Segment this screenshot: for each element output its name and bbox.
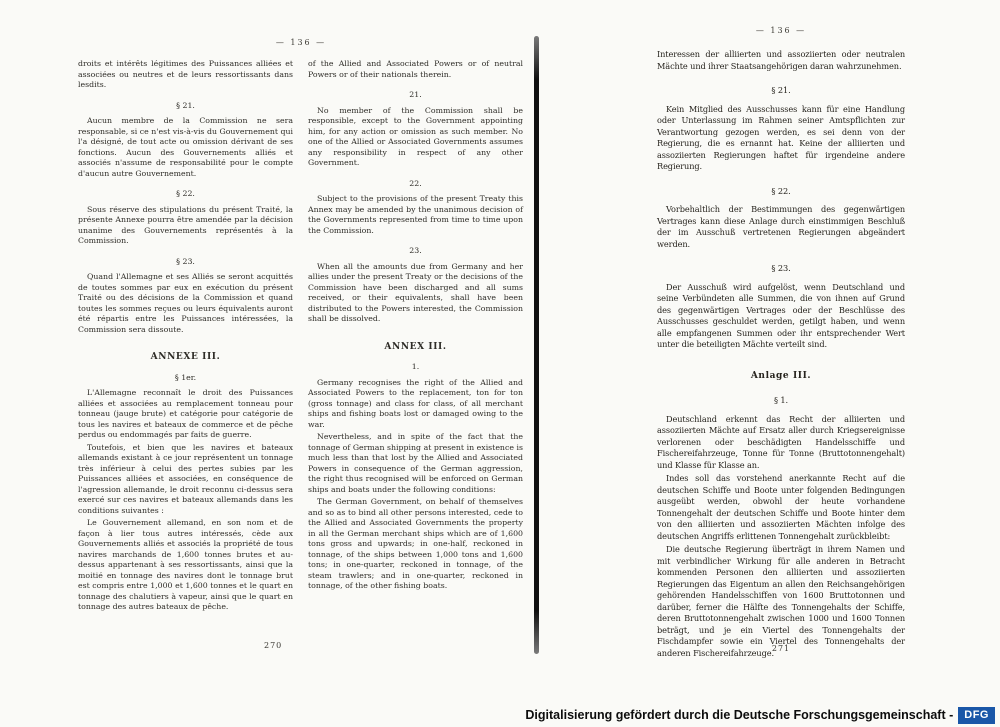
paragraph: Sous réserve des stipulations du présent Traité, la présente Annexe pourra être amendée par la décision unanime des Gouvernements représentés à la Commission. (78, 204, 293, 245)
paragraph: Quand l'Allemagne et ses Alliés se seront acquittés de toutes sommes par eux en exécution du présent Traité ou des décisions de la Commission et quand toutes les sommes reçues ou leurs équivalents auront été répartis entre les Puissances intéressées, la Commission sera dissoute. (78, 272, 293, 334)
paragraph-continuation: droits et intérêts légitimes des Puissances alliées et associées ou neutres et de leurs ressortissants dans lesdits. (78, 59, 293, 89)
column-french (78, 59, 293, 615)
annex-heading: Anlage III. (750, 370, 812, 381)
page-right (545, 22, 955, 666)
column-german (657, 49, 905, 659)
column-english (308, 59, 523, 615)
page-header-left: — 136 — (275, 38, 327, 47)
paragraph: L'Allemagne reconnaît le droit des Puissances alliées et associées au remplacement tonneau pour tonneau (jauge brute) et catégorie pour catégorie de tous les navires et bateaux de commerce et de pêche perdus ou endommagés par faits de guerre. (78, 388, 293, 439)
paragraph: Indes soll das vorstehend anerkannte Recht auf die deutschen Schiffe und Boote unter folgenden Bedingungen ausgeübt werden, obwohl der heute vorhandene Tonnengehalt der deutschen Schiffe und Boote hinter dem von den alliierten und assoziierten Mächten infolge des deutschen Angriffs erlittenen Tonnengehalt zurückbleibt: (657, 473, 905, 541)
page-left (78, 34, 524, 666)
section-heading: § 22. (771, 185, 791, 196)
annex-heading: ANNEXE III. (150, 352, 221, 362)
paragraph: The German Government, on behalf of themselves and so as to bind all other persons interested, cede to the Allied and Associated Governments the property in all the German merchant ships which are of 1,600 tons gross and upwards; in one-half, reckoned in tonnage, of the ships between 1,000 tons and 1,600 tons; in one-quarter, reckoned in tonnage, of the steam trawlers; and in one-quarter, reckoned in tonnage, of the other fishing boats. (308, 497, 523, 590)
section-heading: § 21. (771, 85, 791, 95)
digitization-credit-text: Digitalisierung gefördert durch die Deutsche Forschungsgemeinschaft - (525, 708, 954, 722)
book-spine-divider (534, 36, 539, 654)
section-heading: 23. (409, 246, 422, 255)
section-heading: § 23. (176, 256, 195, 266)
annex-heading: ANNEX III. (384, 341, 447, 352)
paragraph: Nevertheless, and in spite of the fact that the tonnage of German shipping at present in existence is much less than that lost by the Allied and Associated Powers in consequence of the German aggression, the right thus recognised will be enforced on German ships and boats under the following conditions: (308, 432, 523, 494)
paragraph: When all the amounts due from Germany and her allies under the present Treaty or the decisions of the Commission have been discharged and all sums received, or their equivalents, shall have been distributed to the Powers interested, the Commission shall be dissolved. (308, 261, 523, 323)
paragraph: Toutefois, et bien que les navires et bateaux allemands existant à ce jour représentent un tonnage très inférieur à celui des pertes subies par les Puissances alliées et associées, en conséquence de l'agression allemande, le droit reconnu ci-dessus sera exercé sur ces navires et bateaux allemands dans les conditions suivantes : (78, 442, 293, 515)
page-header-right: — 136 — (755, 26, 807, 35)
section-heading: § 23. (771, 263, 791, 273)
digitization-footer (525, 706, 995, 724)
paragraph: Kein Mitglied des Ausschusses kann für eine Handlung oder Unterlassung im Rahmen seiner Amtspflichten zur Verantwortung gezogen werden, es sei denn von der Regierung, die es ernannt hat. Keine der alliierten und assoziierten Regierungen haftet für irgendeine andere Regierung. (657, 103, 905, 171)
paragraph: Der Ausschuß wird aufgelöst, wenn Deutschland und seine Verbündeten alle Summen, die von ihnen auf Grund des gegenwärtigen Vertrages oder der Beschlüsse des Ausschusses geschuldet werden, getilgt haben, und wenn alle empfangenen Summen oder ihr entsprechender Wert unter die beteiligten Mächte verteilt sind. (657, 281, 905, 349)
paragraph: Le Gouvernement allemand, en son nom et de façon à lier tous autres intéressés, cède aux Gouvernements alliés et associés la propriété de tous navires marchands de 1,600 tonnes brutes et au-dessus appartenant à ses ressortissants, ainsi que la moitié en tonnage des navires dont le tonnage brut est compris entre 1,000 et 1,600 tonnes et le quart en tonnage des chalutiers à vapeur, ainsi que le quart en tonnage des autres bateaux de pêche. (78, 518, 293, 611)
dfg-logo: DFG (958, 707, 995, 724)
paragraph: Subject to the provisions of the present Treaty this Annex may be amended by the unanimous decision of the Governments represented from time to time upon the Commission. (308, 194, 523, 235)
two-column-text (78, 59, 524, 615)
section-heading: 1. (411, 362, 420, 371)
section-heading: § 1er. (174, 372, 197, 382)
section-heading: § 21. (176, 100, 195, 110)
paragraph-continuation: Interessen der alliierten und assoziierten oder neutralen Mächte und ihrer Staatsangehörigen daran wahrzunehmen. (657, 49, 905, 71)
section-heading: 22. (409, 178, 422, 188)
paragraph: No member of the Commission shall be responsible, except to the Government appointing him, for any action or omission as such member. No one of the Allied or Associated Governments assumes any responsibility in respect of any other Government. (308, 105, 523, 167)
section-heading: § 1. (773, 395, 789, 405)
paragraph: Aucun membre de la Commission ne sera responsable, si ce n'est vis-à-vis du Gouvernement qui l'a désigné, de tout acte ou omission dérivant de ses fonctions. Aucun des Gouvernements alliés et associés n'assume de responsabilité pour le compte d'aucun autre Gouvernement. (78, 116, 293, 178)
section-heading: 21. (409, 90, 422, 99)
page-number-left: 270 (264, 641, 283, 650)
paragraph: Vorbehaltlich der Bestimmungen des gegenwärtigen Vertrages kann diese Anlage durch einstimmigen Beschluß der im Ausschuß vertretenen Regierungen abgeändert werden. (657, 204, 905, 249)
paragraph: Germany recognises the right of the Allied and Associated Powers to the replacement, ton for ton (gross tonnage) and class for class, of all merchant ships and fishing boats lost or damaged owing to the war. (308, 377, 523, 429)
page-number-right: 271 (771, 644, 791, 653)
section-heading: § 22. (176, 189, 195, 198)
paragraph-continuation: of the Allied and Associated Powers or of neutral Powers or of their nationals therein. (308, 59, 523, 79)
paragraph: Die deutsche Regierung überträgt in ihrem Namen und mit verbindlicher Wirkung für alle anderen in Betracht kommenden Personen den alliierten und assoziierten Regierungen das Eigentum an allen den Reichsangehörigen gehörenden Handelsschiffen von 1600 Bruttotonnen und darüber, ferner die Hälfte des Tonnengehalts der Schiffe, deren Bruttotonnengehalt zwischen 1000 und 1600 Tonnen beträgt, und je ein Viertel des Tonnengehalts der Fischdampfer sowie ein Viertel des Tonnengehalts der anderen Fischereifahrzeuge. (657, 544, 905, 658)
paragraph: Deutschland erkennt das Recht der alliierten und assoziierten Mächte auf Ersatz aller durch Kriegsereignisse verlorenen oder beschädigten Handelsschiffe und Fischereifahrzeuge, Tonne für Tonne (Bruttotonnengehalt) und Klasse für Klasse an. (657, 413, 905, 470)
